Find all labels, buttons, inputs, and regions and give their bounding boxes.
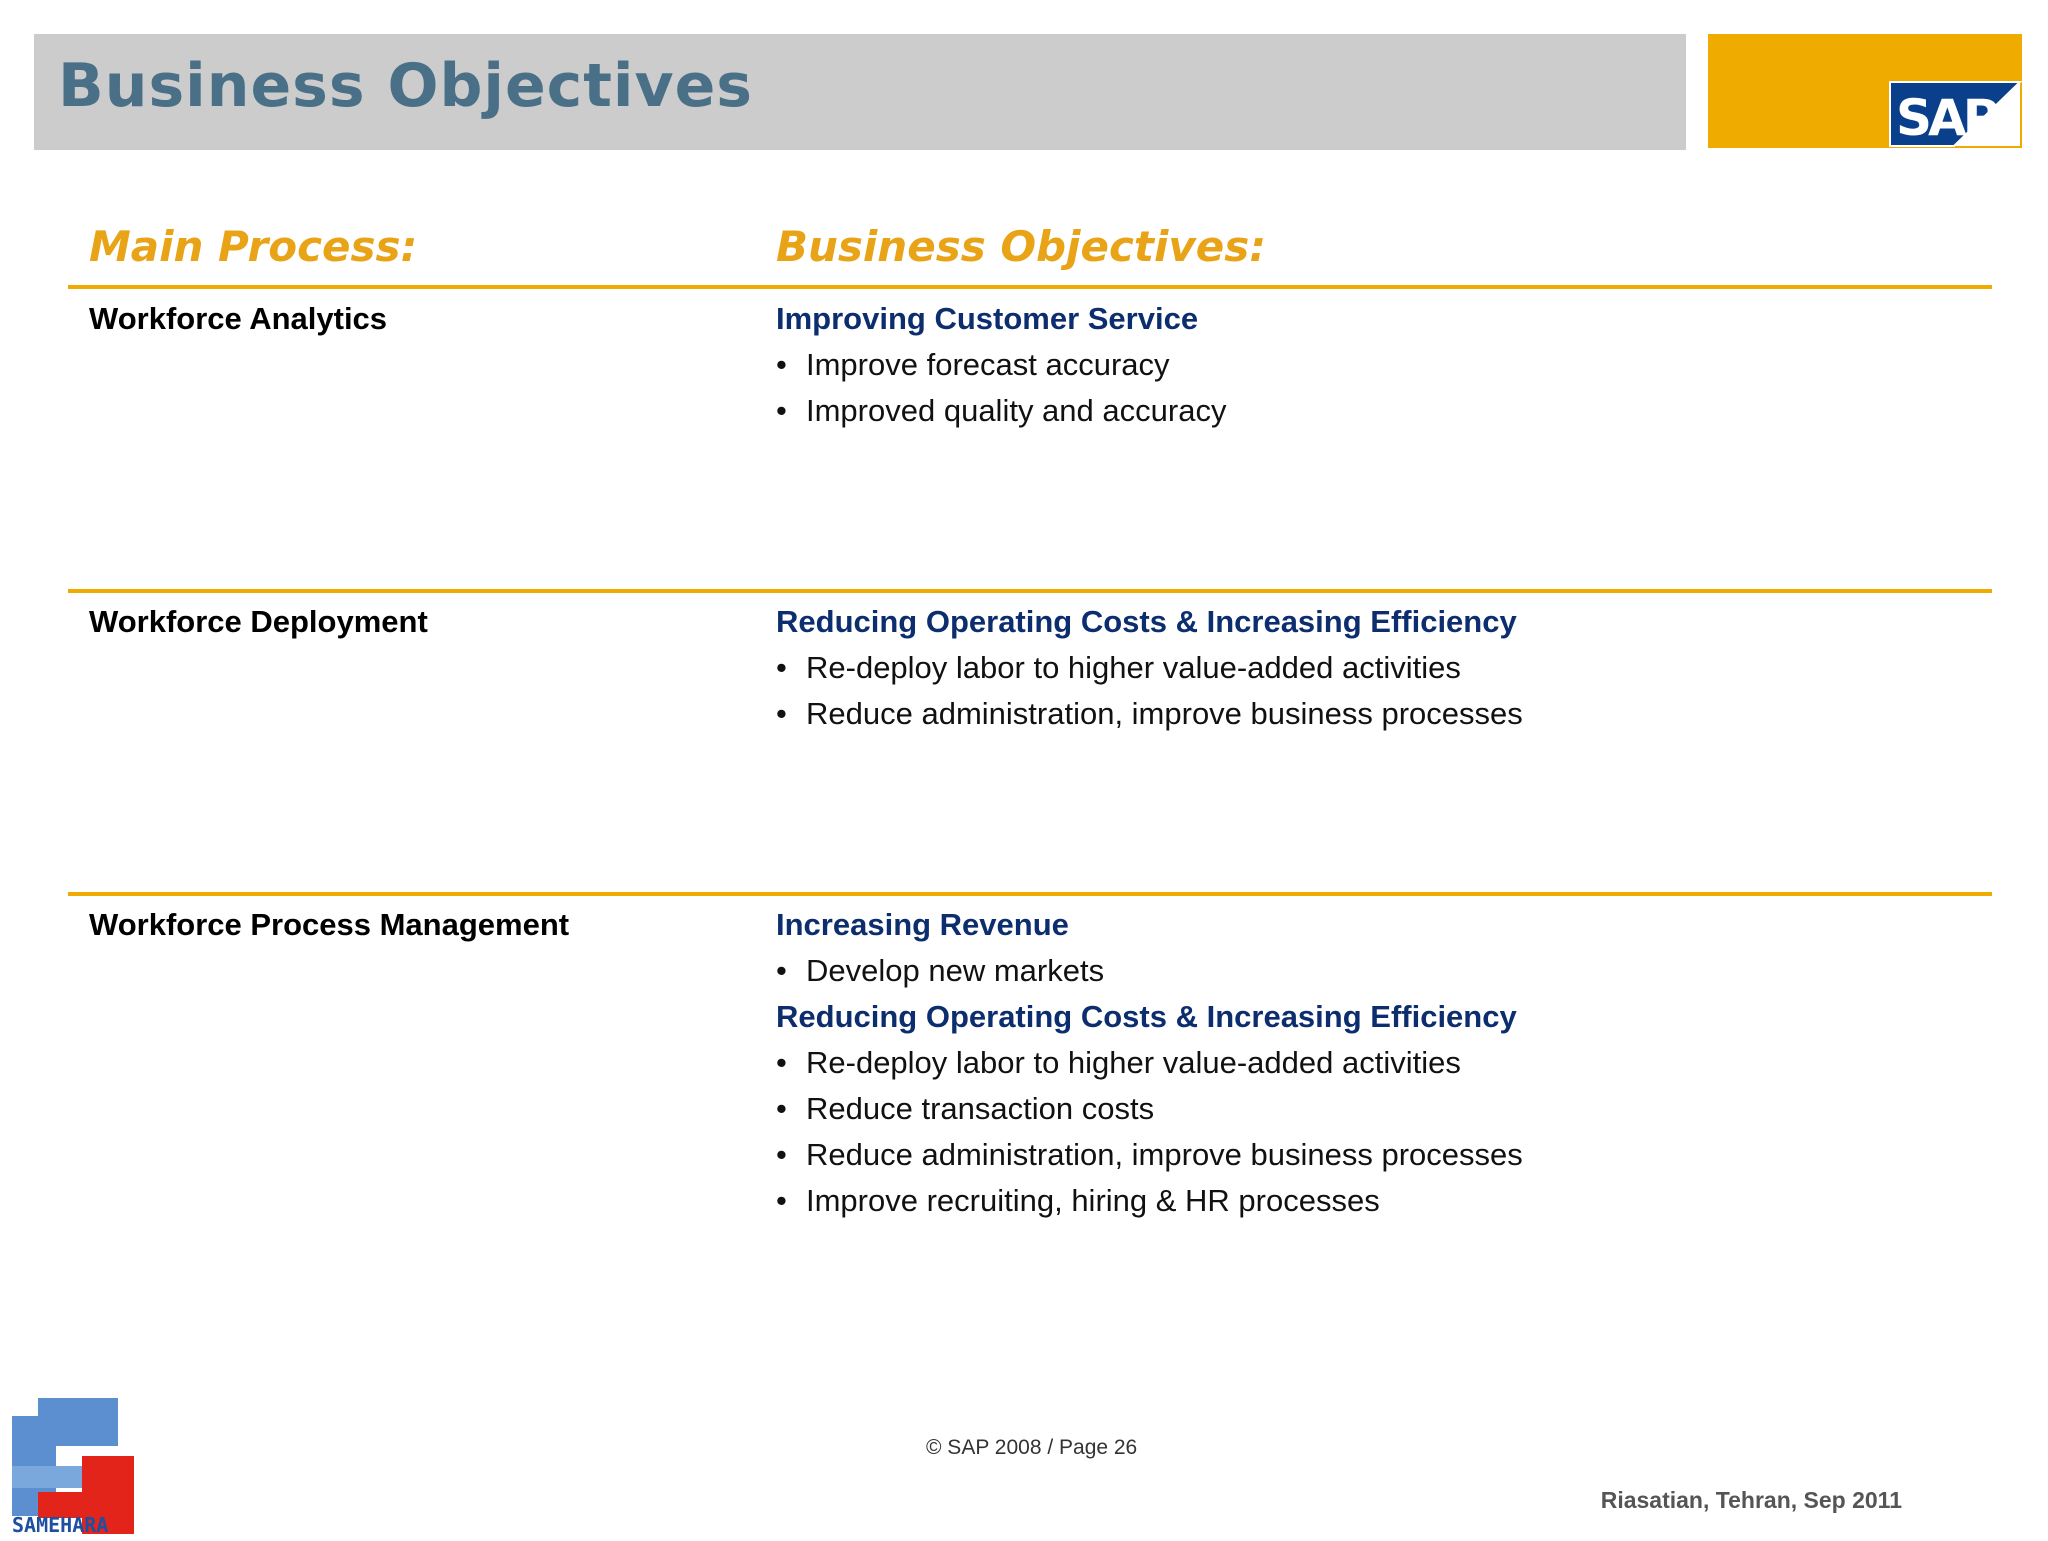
- bullet-item: • Re-deploy labor to higher value-added activities: [776, 1040, 1523, 1086]
- copyright-text: © SAP 2008 / Page 26: [926, 1436, 1138, 1459]
- row-divider: [68, 285, 1992, 289]
- objectives-cell: [776, 296, 1226, 434]
- row-divider: [68, 589, 1992, 593]
- bullet-item: • Reduce administration, improve business processes: [776, 691, 1523, 737]
- sap-logo-box: [1708, 34, 2022, 148]
- bullet-item: • Reduce administration, improve business processes: [776, 1132, 1523, 1178]
- bullet-item: • Reduce transaction costs: [776, 1086, 1523, 1132]
- objective-bullets: [776, 645, 1523, 737]
- bullet-item: • Develop new markets: [776, 948, 1523, 994]
- samehara-logo: [8, 1396, 136, 1541]
- objective-heading: Increasing Revenue: [776, 907, 1069, 942]
- objective-bullets: [776, 948, 1523, 994]
- process-name: Workforce Deployment: [89, 604, 428, 639]
- bullet-item: • Improved quality and accuracy: [776, 388, 1226, 434]
- process-name: Workforce Process Management: [89, 907, 570, 942]
- bullet-item: • Improve recruiting, hiring & HR processes: [776, 1178, 1523, 1224]
- sap-logo-icon: [1888, 80, 2022, 148]
- sap-logo-text: SAP: [1896, 89, 1996, 147]
- process-name: Workforce Analytics: [89, 301, 388, 336]
- objective-bullets: [776, 342, 1226, 434]
- main-process-header: Main Process:: [89, 222, 418, 271]
- bullet-item: • Re-deploy labor to higher value-added activities: [776, 645, 1523, 691]
- bullet-item: • Improve forecast accuracy: [776, 342, 1226, 388]
- row-divider: [68, 892, 1992, 896]
- objective-heading: Reducing Operating Costs & Increasing Efficiency: [776, 604, 1517, 639]
- samehara-logo-icon: [8, 1396, 136, 1536]
- samehara-logo-text: SAMEHARA: [12, 1513, 109, 1536]
- objective-bullets: [776, 1040, 1523, 1224]
- objective-heading: Reducing Operating Costs & Increasing Efficiency: [776, 999, 1517, 1034]
- page-title: Business Objectives: [58, 51, 753, 121]
- objectives-cell: [776, 599, 1523, 737]
- author-text: Riasatian, Tehran, Sep 2011: [1600, 1487, 1902, 1513]
- title-bar: [34, 34, 1686, 150]
- objectives-cell: [776, 902, 1523, 1224]
- objective-heading: Improving Customer Service: [776, 301, 1199, 336]
- business-objectives-header: Business Objectives:: [776, 222, 1266, 271]
